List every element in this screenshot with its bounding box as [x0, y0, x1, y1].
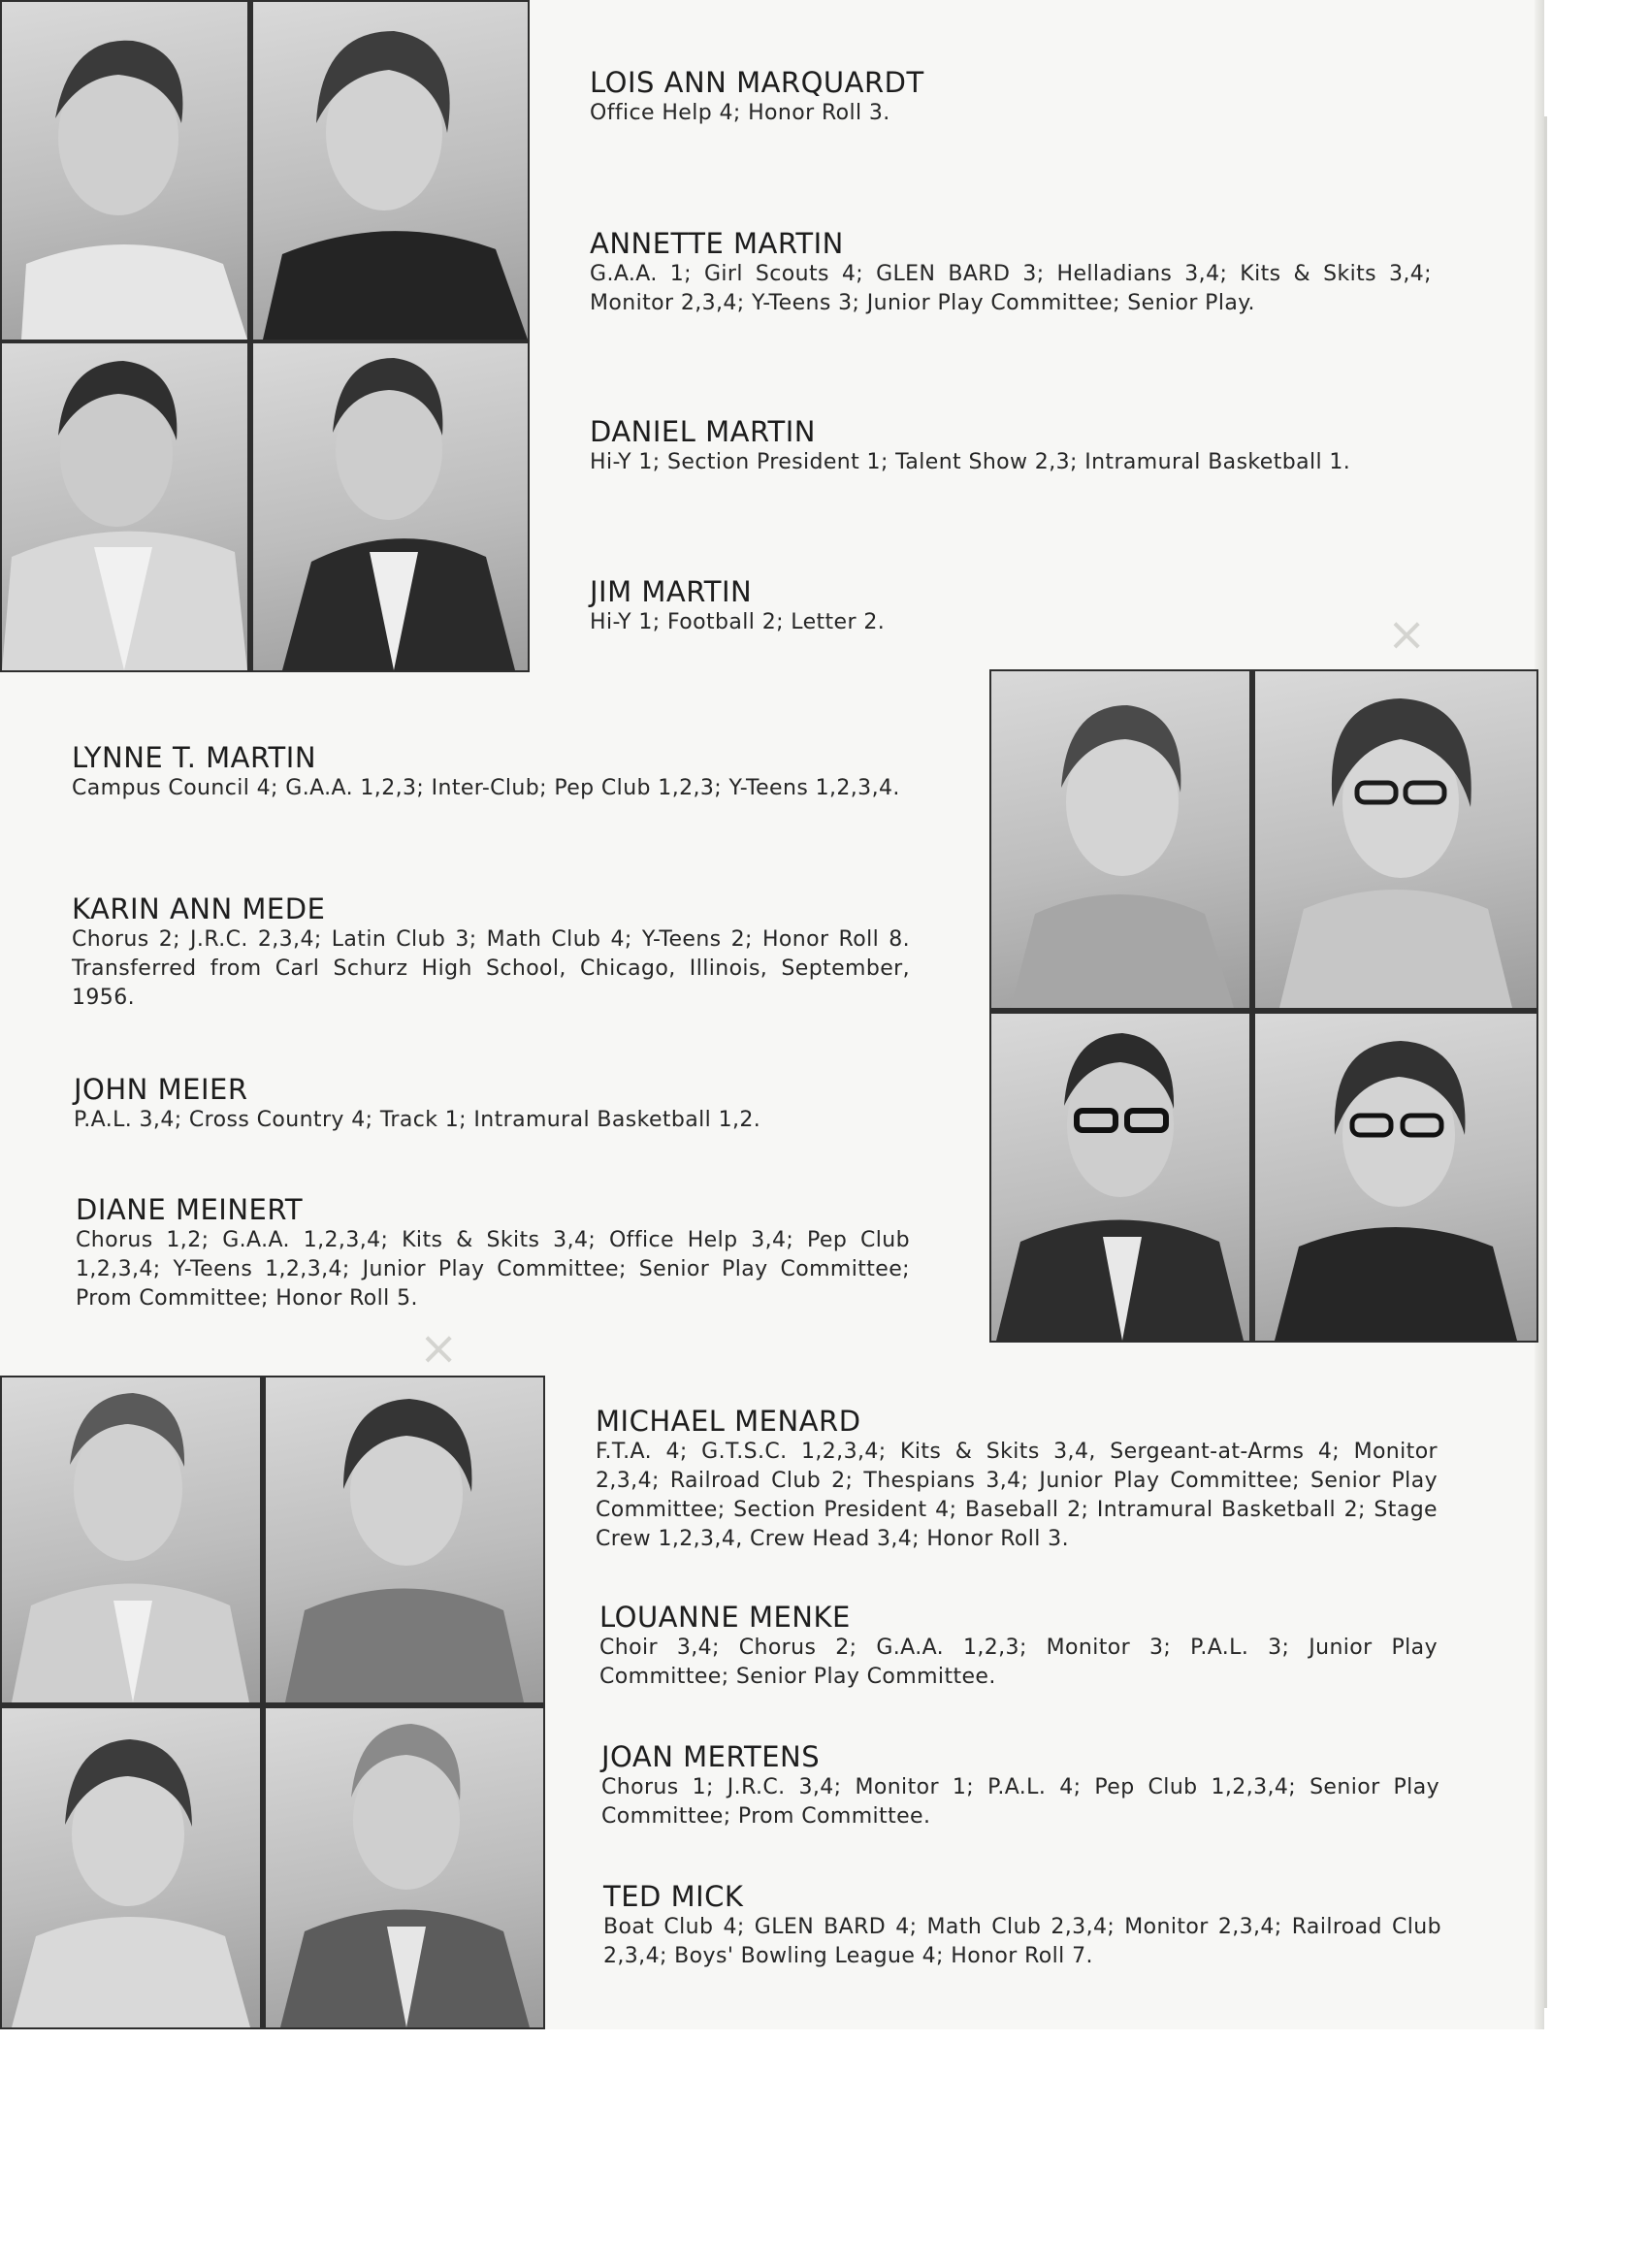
senior-activities: Chorus 1; J.R.C. 3,4; Monitor 1; P.A.L. 4; Pep Club 1,2,3,4; Senior Play Committee; Prom Committee.	[601, 1775, 1439, 1829]
senior-name: LOUANNE MENKE	[599, 1601, 851, 1634]
senior-name: LOIS ANN MARQUARDT	[590, 66, 924, 99]
senior-entry-lynne-t-martin	[72, 741, 910, 803]
portrait-annette-martin	[253, 2, 528, 340]
scan-margin	[0, 2029, 1649, 2268]
photo-group-top	[0, 0, 530, 672]
senior-name: JOHN MEIER	[74, 1073, 248, 1106]
portrait-karin-ann-mede	[1255, 671, 1536, 1008]
portrait-daniel-martin	[2, 343, 247, 670]
portrait-diane-meinert	[1255, 1014, 1536, 1341]
senior-activities: Chorus 1,2; G.A.A. 1,2,3,4; Kits & Skits 3,4; Office Help 3,4; Pep Club 1,2,3,4; Y-Teens 1,2,3,4; Junior Play Committee; Senior Play Committee; Prom Committee; Honor Roll 5.	[76, 1228, 910, 1311]
pencil-mark: ×	[1387, 607, 1427, 662]
senior-activities: Hi-Y 1; Section President 1; Talent Show 2,3; Intramural Basketball 1.	[590, 450, 1351, 474]
senior-entry-karin-ann-mede	[72, 892, 910, 1013]
senior-activities: F.T.A. 4; G.T.S.C. 1,2,3,4; Kits & Skits 3,4, Sergeant-at-Arms 4; Monitor 2,3,4; Railroad Club 2; Thespians 3,4; Junior Play Committee; Senior Play Committee; Section President 4; Baseball 2; Intramural Basketball 2; Stage Crew 1,2,3,4, Crew Head 3,4; Honor Roll 3.	[596, 1440, 1438, 1551]
senior-name: MICHAEL MENARD	[596, 1405, 861, 1438]
photo-group-middle	[989, 669, 1538, 1343]
senior-entry-ted-mick	[603, 1880, 1441, 1971]
senior-entry-daniel-martin	[590, 415, 1463, 477]
senior-name: KARIN ANN MEDE	[72, 892, 326, 925]
portrait-ted-mick	[266, 1708, 543, 2027]
senior-activities: Chorus 2; J.R.C. 2,3,4; Latin Club 3; Math Club 4; Y-Teens 2; Honor Roll 8. Transferred from Carl Schurz High School, Chicago, Illinois, September, 1956.	[72, 927, 910, 1010]
senior-activities: Hi-Y 1; Football 2; Letter 2.	[590, 610, 886, 634]
senior-entry-michael-menard	[596, 1405, 1438, 1554]
senior-name: JIM MARTIN	[590, 575, 753, 608]
page-curl-line	[1544, 116, 1547, 2008]
senior-name: LYNNE T. MARTIN	[72, 741, 317, 774]
pencil-mark: ×	[419, 1321, 459, 1376]
senior-name: DIANE MEINERT	[76, 1193, 304, 1226]
portrait-jim-martin	[253, 343, 528, 670]
senior-name: ANNETTE MARTIN	[590, 227, 844, 260]
senior-activities: G.A.A. 1; Girl Scouts 4; GLEN BARD 3; Helladians 3,4; Kits & Skits 3,4; Monitor 2,3,4; Y-Teens 3; Junior Play Committee; Senior Play.	[590, 262, 1432, 315]
senior-entry-lois-ann-marquardt	[590, 66, 1443, 128]
portrait-michael-menard	[2, 1377, 260, 1702]
senior-activities: Boat Club 4; GLEN BARD 4; Math Club 2,3,4; Monitor 2,3,4; Railroad Club 2,3,4; Boys' Bowling League 4; Honor Roll 7.	[603, 1915, 1441, 1968]
portrait-lois-ann-marquardt	[2, 2, 247, 340]
senior-name: JOAN MERTENS	[601, 1740, 821, 1773]
senior-activities: P.A.L. 3,4; Cross Country 4; Track 1; Intramural Basketball 1,2.	[74, 1108, 761, 1132]
senior-name: TED MICK	[603, 1880, 744, 1913]
portrait-john-meier	[991, 1014, 1249, 1341]
senior-entry-jim-martin	[590, 575, 1443, 637]
senior-entry-diane-meinert	[76, 1193, 910, 1313]
senior-entry-john-meier	[74, 1073, 927, 1135]
senior-entry-louanne-menke	[599, 1601, 1438, 1692]
portrait-lynne-t-martin	[991, 671, 1249, 1008]
senior-name: DANIEL MARTIN	[590, 415, 816, 448]
senior-entry-annette-martin	[590, 227, 1432, 318]
senior-activities: Office Help 4; Honor Roll 3.	[590, 101, 890, 125]
portrait-louanne-menke	[266, 1377, 543, 1702]
senior-activities: Campus Council 4; G.A.A. 1,2,3; Inter-Club; Pep Club 1,2,3; Y-Teens 1,2,3,4.	[72, 776, 900, 800]
portrait-joan-mertens	[2, 1708, 260, 2027]
senior-entry-joan-mertens	[601, 1740, 1439, 1831]
senior-activities: Choir 3,4; Chorus 2; G.A.A. 1,2,3; Monitor 3; P.A.L. 3; Junior Play Committee; Senior Play Committee.	[599, 1636, 1438, 1689]
photo-group-bottom	[0, 1376, 545, 2029]
